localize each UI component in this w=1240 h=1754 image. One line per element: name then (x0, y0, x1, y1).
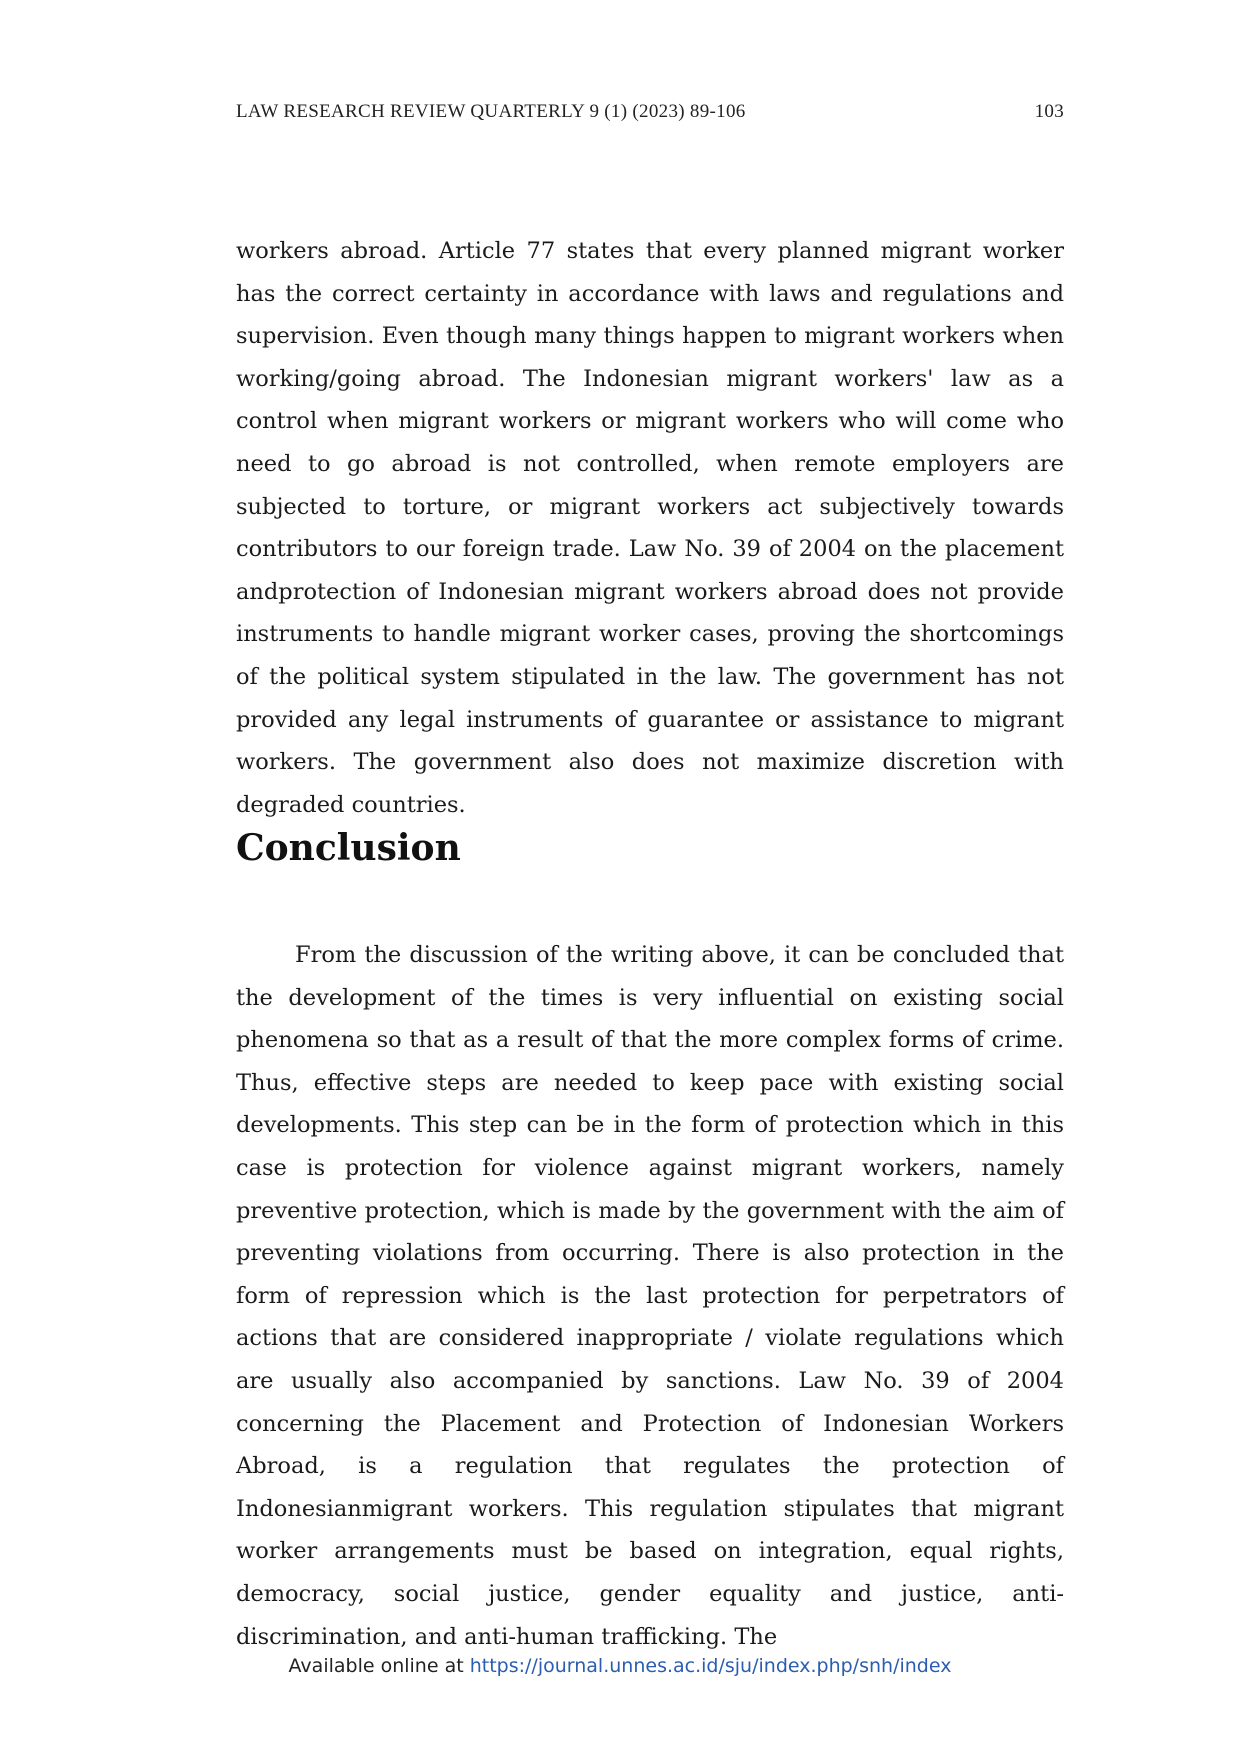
journal-citation: LAW RESEARCH REVIEW QUARTERLY 9 (1) (2023) 89-106 (236, 101, 746, 122)
footer (0, 1655, 1240, 1677)
conclusion-paragraph: From the discussion of the writing above, it can be concluded that the development of the times is very influential on existing social phenomena so that as a result of that the more complex forms of crime. Thus, effective steps are needed to keep pace with existing social developments. This step can be in the form of protection which in this case is protection for violence against migrant workers, namely preventive protection, which is made by the government with the aim of preventing violations from occurring. There is also protection in the form of repression which is the last protection for perpetrators of actions that are considered inappropriate / violate regulations which are usually also accompanied by sanctions. Law No. 39 of 2004 concerning the Placement and Protection of Indonesian Workers Abroad, is a regulation that regulates the protection of Indonesianmigrant workers. This regulation stipulates that migrant worker arrangements must be based on integration, equal rights, democracy, social justice, gender equality and justice, anti-discrimination, and anti-human trafficking. The (236, 942, 1064, 1650)
journal-link[interactable]: https://journal.unnes.ac.id/sju/index.php/snh/index (469, 1655, 952, 1677)
running-header (236, 101, 1064, 123)
body-paragraph: workers abroad. Article 77 states that every planned migrant worker has the correct certainty in accordance with laws and regulations and supervision. Even though many things happen to migrant workers when working/going abroad. The Indonesian migrant workers' law as a control when migrant workers or migrant workers who will come who need to go abroad is not controlled, when remote employers are subjected to torture, or migrant workers act subjectively towards contributors to our foreign trade. Law No. 39 of 2004 on the placement andprotection of Indonesian migrant workers abroad does not provide instruments to handle migrant worker cases, proving the shortcomings of the political system stipulated in the law. The government has not provided any legal instruments of guarantee or assistance to migrant workers. The government also does not maximize discretion with degraded countries. (236, 238, 1064, 818)
page-number: 103 (1034, 101, 1064, 122)
section-heading-conclusion: Conclusion (236, 827, 461, 869)
footer-prefix: Available online at (288, 1655, 470, 1677)
